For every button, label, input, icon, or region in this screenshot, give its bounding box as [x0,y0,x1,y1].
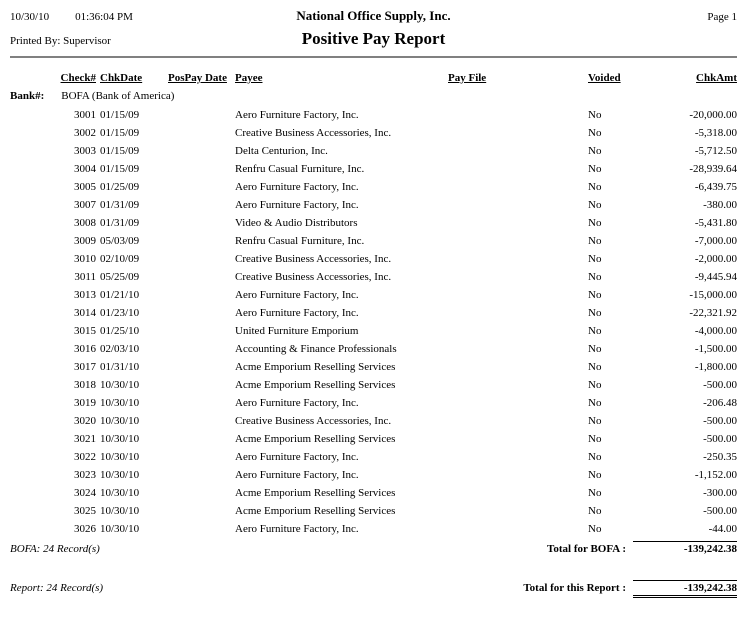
pay-file-cell [448,124,586,142]
bank-record-count: BOFA: 24 Record(s) [10,543,100,555]
voided-cell: No [588,109,602,121]
check-number-cell: 3021 [74,433,96,445]
payee-cell: Aero Furniture Factory, Inc. [235,289,359,301]
voided-cell: No [588,451,602,463]
chk-date-cell: 01/31/09 [100,199,140,211]
check-number-cell: 3008 [74,217,96,229]
company-name: National Office Supply, Inc. [296,8,451,23]
report-record-count: Report: 24 Record(s) [10,582,104,594]
pospay-date-cell [168,376,235,394]
pospay-date-cell [168,484,235,502]
bank-group-row [10,88,737,104]
report-total-label: Total for this Report : [523,582,626,594]
chk-amount-cell: -15,000.00 [689,289,737,301]
table-row [10,160,737,178]
voided-cell: No [588,415,602,427]
table-row [10,484,737,502]
check-number-cell: 3020 [74,415,96,427]
pospay-date-cell [168,232,235,250]
payee-cell: Creative Business Accessories, Inc. [235,253,392,265]
table-row [10,340,737,358]
chk-date-cell: 10/30/10 [100,505,140,517]
table-row [10,376,737,394]
page-number: Page 1 [707,11,737,23]
bank-total-amount: -139,242.38 [633,541,737,555]
pospay-date-cell [168,340,235,358]
pospay-date-cell [168,214,235,232]
pay-file-cell [448,196,586,214]
chk-amount-cell: -500.00 [703,505,737,517]
payee-cell: Acme Emporium Reselling Services [235,379,396,391]
check-number-cell: 3023 [74,469,96,481]
pay-file-cell [448,340,586,358]
table-row [10,430,737,448]
chk-date-cell: 01/25/10 [100,325,140,337]
voided-cell: No [588,505,602,517]
pay-file-cell [448,142,586,160]
pay-file-cell [448,232,586,250]
voided-cell: No [588,199,602,211]
pay-file-cell [448,394,586,412]
pay-file-cell [448,268,586,286]
chk-amount-cell: -28,939.64 [689,163,737,175]
pay-file-cell [448,214,586,232]
bank-name-value: BOFA (Bank of America) [61,90,175,102]
check-number-cell: 3014 [74,307,96,319]
payee-cell: Acme Emporium Reselling Services [235,361,396,373]
check-number-cell: 3001 [74,109,96,121]
pospay-date-cell [168,124,235,142]
pospay-date-cell [168,250,235,268]
print-time: 01:36:04 PM [75,11,133,23]
chk-date-cell: 10/30/10 [100,415,140,427]
pospay-date-cell [168,142,235,160]
chk-date-cell: 10/30/10 [100,433,140,445]
chk-date-cell: 10/30/10 [100,523,140,535]
bank-number-label: Bank#: [10,90,45,102]
chk-date-cell: 05/03/09 [100,235,140,247]
table-row [10,304,737,322]
chk-amount-cell: -500.00 [703,415,737,427]
check-number-cell: 3002 [74,127,96,139]
check-number-cell: 3018 [74,379,96,391]
pay-file-cell [448,376,586,394]
chk-amount-cell: -300.00 [703,487,737,499]
voided-cell: No [588,325,602,337]
report-header-line-2 [10,29,737,49]
payee-cell: Aero Furniture Factory, Inc. [235,307,359,319]
pay-file-cell [448,412,586,430]
pospay-date-cell [168,160,235,178]
pospay-date-cell [168,268,235,286]
payee-cell: Aero Furniture Factory, Inc. [235,199,359,211]
voided-cell: No [588,181,602,193]
chk-date-cell: 10/30/10 [100,451,140,463]
report-header-line-1 [10,8,737,24]
table-row [10,214,737,232]
check-number-cell: 3022 [74,451,96,463]
table-row [10,196,737,214]
voided-cell: No [588,307,602,319]
chk-date-cell: 01/31/10 [100,361,140,373]
voided-cell: No [588,271,602,283]
chk-date-cell: 01/31/09 [100,217,140,229]
table-row [10,466,737,484]
table-row [10,232,737,250]
chk-amount-cell: -9,445.94 [694,271,737,283]
pay-file-cell [448,106,586,124]
check-number-cell: 3005 [74,181,96,193]
payee-cell: Acme Emporium Reselling Services [235,505,396,517]
payee-cell: Delta Centurion, Inc. [235,145,328,157]
check-number-cell: 3016 [74,343,96,355]
pay-file-cell [448,502,586,520]
payee-cell: Creative Business Accessories, Inc. [235,127,392,139]
voided-cell: No [588,289,602,301]
voided-cell: No [588,163,602,175]
check-number-cell: 3003 [74,145,96,157]
pay-file-cell [448,250,586,268]
pospay-date-cell [168,412,235,430]
pospay-date-cell [168,394,235,412]
pay-file-cell [448,178,586,196]
pospay-date-cell [168,286,235,304]
pospay-date-cell [168,106,235,124]
chk-date-cell: 01/15/09 [100,127,140,139]
chk-amount-cell: -6,439.75 [694,181,737,193]
pay-file-cell [448,286,586,304]
payee-cell: United Furniture Emporium [235,325,359,337]
table-row [10,322,737,340]
chk-amount-cell: -5,431.80 [694,217,737,229]
check-number-cell: 3007 [74,199,96,211]
table-row [10,106,737,124]
pay-file-cell [448,160,586,178]
pospay-date-cell [168,304,235,322]
chk-date-cell: 10/30/10 [100,397,140,409]
column-header-chk-amount: ChkAmt [696,72,737,84]
pospay-date-cell [168,322,235,340]
chk-amount-cell: -1,152.00 [694,469,737,481]
chk-amount-cell: -250.35 [703,451,737,463]
report-total-amount: -139,242.38 [633,580,737,598]
chk-date-cell: 01/15/09 [100,163,140,175]
table-row [10,124,737,142]
payee-cell: Renfru Casual Furniture, Inc. [235,235,365,247]
check-number-cell: 3009 [74,235,96,247]
chk-amount-cell: -1,500.00 [694,343,737,355]
chk-amount-cell: -5,318.00 [694,127,737,139]
payee-cell: Aero Furniture Factory, Inc. [235,109,359,121]
pay-file-cell [448,304,586,322]
check-number-cell: 3013 [74,289,96,301]
table-row [10,412,737,430]
voided-cell: No [588,433,602,445]
pospay-date-cell [168,520,235,538]
pay-file-cell [448,520,586,538]
check-number-cell: 3025 [74,505,96,517]
payee-cell: Accounting & Finance Professionals [235,343,397,355]
voided-cell: No [588,253,602,265]
voided-cell: No [588,469,602,481]
pospay-date-cell [168,358,235,376]
table-row [10,268,737,286]
payee-cell: Aero Furniture Factory, Inc. [235,469,359,481]
chk-amount-cell: -500.00 [703,433,737,445]
chk-date-cell: 10/30/10 [100,379,140,391]
table-row [10,250,737,268]
bank-summary-row [10,541,737,555]
table-column-headers [10,71,737,86]
pospay-date-cell [168,196,235,214]
check-number-cell: 3024 [74,487,96,499]
payee-cell: Video & Audio Distributors [235,217,358,229]
print-date: 10/30/10 [10,11,50,23]
column-header-pospay-date: PosPay Date [168,72,227,84]
chk-date-cell: 10/30/10 [100,469,140,481]
pospay-date-cell [168,502,235,520]
column-header-chk-date: ChkDate [100,72,143,84]
pay-file-cell [448,322,586,340]
payee-cell: Aero Furniture Factory, Inc. [235,451,359,463]
voided-cell: No [588,379,602,391]
table-row [10,520,737,538]
voided-cell: No [588,361,602,373]
payee-cell: Acme Emporium Reselling Services [235,433,396,445]
chk-date-cell: 01/25/09 [100,181,140,193]
table-row [10,358,737,376]
pay-file-cell [448,448,586,466]
chk-amount-cell: -500.00 [703,379,737,391]
check-number-cell: 3004 [74,163,96,175]
pospay-date-cell [168,448,235,466]
table-row [10,142,737,160]
chk-amount-cell: -20,000.00 [689,109,737,121]
voided-cell: No [588,397,602,409]
chk-date-cell: 02/10/09 [100,253,140,265]
chk-amount-cell: -22,321.92 [689,307,737,319]
column-header-check-number: Check# [60,72,96,84]
payee-cell: Renfru Casual Furniture, Inc. [235,163,365,175]
report-summary-row [10,580,737,598]
voided-cell: No [588,145,602,157]
payee-cell: Aero Furniture Factory, Inc. [235,523,359,535]
payee-cell: Aero Furniture Factory, Inc. [235,181,359,193]
table-row [10,286,737,304]
voided-cell: No [588,487,602,499]
pay-file-cell [448,484,586,502]
header-divider [10,56,737,58]
chk-date-cell: 01/15/09 [100,109,140,121]
pay-file-cell [448,358,586,376]
chk-amount-cell: -4,000.00 [694,325,737,337]
table-body [10,106,737,538]
table-row [10,178,737,196]
chk-date-cell: 02/03/10 [100,343,140,355]
chk-amount-cell: -380.00 [703,199,737,211]
printed-by: Printed By: Supervisor [10,35,111,47]
check-number-cell: 3011 [74,271,96,283]
chk-amount-cell: -5,712.50 [694,145,737,157]
pospay-date-cell [168,430,235,448]
payee-cell: Aero Furniture Factory, Inc. [235,397,359,409]
pospay-date-cell [168,466,235,484]
check-number-cell: 3015 [74,325,96,337]
chk-date-cell: 05/25/09 [100,271,140,283]
check-number-cell: 3010 [74,253,96,265]
voided-cell: No [588,523,602,535]
check-number-cell: 3019 [74,397,96,409]
column-header-payee: Payee [235,72,263,84]
pospay-date-cell [168,178,235,196]
pay-file-cell [448,466,586,484]
chk-date-cell: 01/23/10 [100,307,140,319]
chk-date-cell: 01/21/10 [100,289,140,301]
column-header-voided: Voided [588,72,621,84]
chk-amount-cell: -1,800.00 [694,361,737,373]
payee-cell: Acme Emporium Reselling Services [235,487,396,499]
check-number-cell: 3017 [74,361,96,373]
chk-amount-cell: -206.48 [703,397,737,409]
voided-cell: No [588,217,602,229]
chk-amount-cell: -7,000.00 [694,235,737,247]
table-row [10,448,737,466]
payee-cell: Creative Business Accessories, Inc. [235,271,392,283]
table-row [10,394,737,412]
voided-cell: No [588,235,602,247]
column-header-pay-file: Pay File [448,72,487,84]
chk-date-cell: 01/15/09 [100,145,140,157]
chk-date-cell: 10/30/10 [100,487,140,499]
voided-cell: No [588,343,602,355]
chk-amount-cell: -2,000.00 [694,253,737,265]
report-title: Positive Pay Report [301,29,446,48]
pay-file-cell [448,430,586,448]
payee-cell: Creative Business Accessories, Inc. [235,415,392,427]
table-row [10,502,737,520]
bank-total-label: Total for BOFA : [547,543,626,555]
voided-cell: No [588,127,602,139]
check-number-cell: 3026 [74,523,96,535]
chk-amount-cell: -44.00 [708,523,737,535]
